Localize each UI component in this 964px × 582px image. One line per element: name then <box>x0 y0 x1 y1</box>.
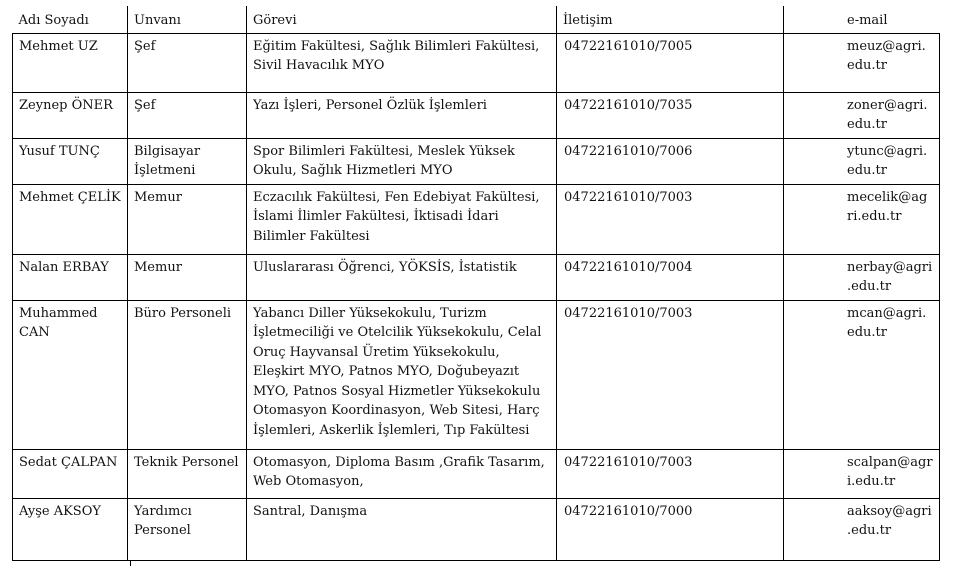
cell-duty: Yabancı Diller Yüksekokulu, Turizm İşletmeciliği ve Otelcilik Yüksekokulu, Celal Oruç Hayvansal Üretim Yüksekokulu, Eleşkirt MYO, Patnos MYO, Doğubeyazıt MYO, Patnos Sosyal Hizmetler Yüksekokulu Otomasyon Koordinasyon, Web Sitesi, Harç İşlemleri, Askerlik İşlemleri, Tıp Fakültesi <box>247 300 557 449</box>
header-name: Adı Soyadı <box>13 6 128 33</box>
cell-name: Muhammed CAN <box>13 300 128 449</box>
cell-duty: Santral, Danışma <box>247 498 557 560</box>
cell-phone: 04722161010/7000 <box>557 498 784 560</box>
cell-phone: 04722161010/7004 <box>557 254 784 300</box>
cell-phone: 04722161010/7003 <box>557 184 784 254</box>
cell-phone: 04722161010/7003 <box>557 300 784 449</box>
table-row <box>13 449 940 498</box>
cell-duty: Uluslararası Öğrenci, YÖKSİS, İstatistik <box>247 254 557 300</box>
cell-duty: Spor Bilimleri Fakültesi, Meslek Yüksek Okulu, Sağlık Hizmetleri MYO <box>247 138 557 184</box>
table-row <box>13 498 940 560</box>
cell-title: Büro Personeli <box>128 300 247 449</box>
cell-duty: Yazı İşleri, Personel Özlük İşlemleri <box>247 92 557 138</box>
cell-email: mecelik@agri.edu.tr <box>784 184 940 254</box>
cell-email: nerbay@agri.edu.tr <box>784 254 940 300</box>
table-row <box>13 138 940 184</box>
cell-name: Nalan ERBAY <box>13 254 128 300</box>
cell-name: Yusuf TUNÇ <box>13 138 128 184</box>
cell-duty: Eczacılık Fakültesi, Fen Edebiyat Fakültesi, İslami İlimler Fakültesi, İktisadi İdari Bilimler Fakültesi <box>247 184 557 254</box>
header-email: e-mail <box>784 6 940 33</box>
cell-phone: 04722161010/7003 <box>557 449 784 498</box>
cell-name: Sedat ÇALPAN <box>13 449 128 498</box>
table-divider-stub <box>130 560 131 566</box>
cell-duty: Otomasyon, Diploma Basım ,Grafik Tasarım, Web Otomasyon, <box>247 449 557 498</box>
staff-table <box>12 6 940 561</box>
table-row <box>13 184 940 254</box>
staff-directory <box>12 6 939 561</box>
cell-title: Bilgisayar İşletmeni <box>128 138 247 184</box>
cell-title: Şef <box>128 92 247 138</box>
cell-phone: 04722161010/7006 <box>557 138 784 184</box>
cell-name: Mehmet ÇELİK <box>13 184 128 254</box>
cell-email: ytunc@agri.edu.tr <box>784 138 940 184</box>
header-duty: Görevi <box>247 6 557 33</box>
cell-name: Mehmet UZ <box>13 33 128 92</box>
table-row <box>13 33 940 92</box>
cell-title: Memur <box>128 184 247 254</box>
header-contact: İletişim <box>557 6 784 33</box>
cell-title: Yardımcı Personel <box>128 498 247 560</box>
cell-email: scalpan@agri.edu.tr <box>784 449 940 498</box>
header-row <box>13 6 940 33</box>
cell-phone: 04722161010/7035 <box>557 92 784 138</box>
cell-name: Zeynep ÖNER <box>13 92 128 138</box>
cell-email: aaksoy@agri.edu.tr <box>784 498 940 560</box>
cell-title: Memur <box>128 254 247 300</box>
table-row <box>13 92 940 138</box>
table-row <box>13 300 940 449</box>
cell-duty: Eğitim Fakültesi, Sağlık Bilimleri Fakültesi, Sivil Havacılık MYO <box>247 33 557 92</box>
cell-name: Ayşe AKSOY <box>13 498 128 560</box>
cell-email: zoner@agri.edu.tr <box>784 92 940 138</box>
table-row <box>13 254 940 300</box>
cell-title: Teknik Personel <box>128 449 247 498</box>
cell-email: mcan@agri.edu.tr <box>784 300 940 449</box>
header-title: Unvanı <box>128 6 247 33</box>
cell-email: meuz@agri.edu.tr <box>784 33 940 92</box>
cell-title: Şef <box>128 33 247 92</box>
cell-phone: 04722161010/7005 <box>557 33 784 92</box>
